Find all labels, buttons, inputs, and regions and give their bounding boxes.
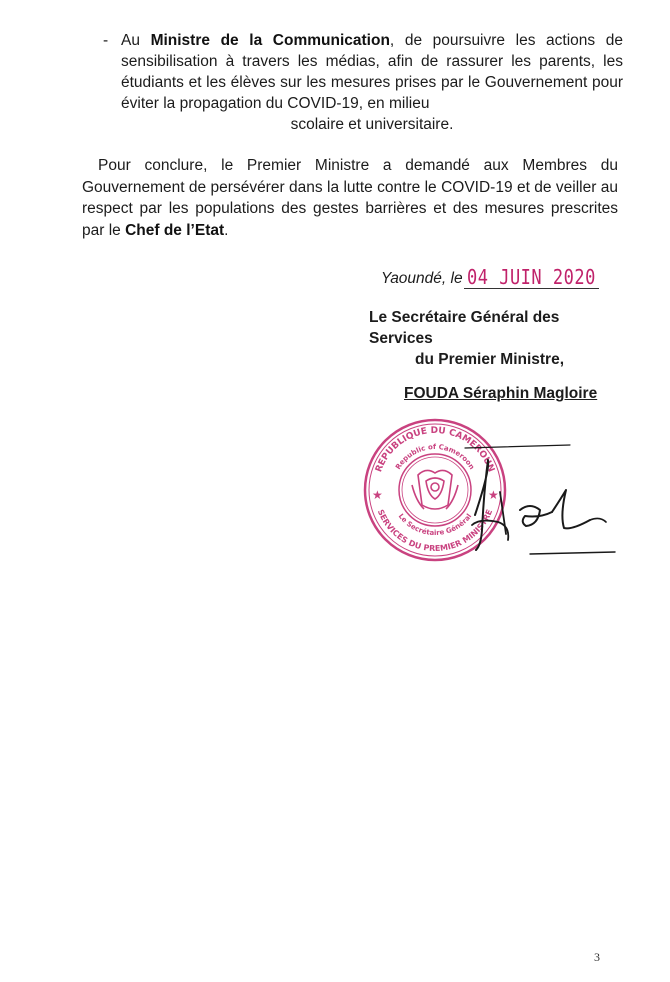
conclusion-end: . [224, 221, 229, 239]
stamp-inner-bottom-text: Le Secrétaire Général [396, 512, 474, 538]
page-number: 3 [594, 950, 600, 964]
svg-text:★: ★ [372, 488, 383, 502]
conclusion-bold: Chef de l’Etat [125, 221, 225, 239]
signer-title [365, 307, 625, 370]
bullet-text-pre: Au [121, 32, 151, 49]
svg-text:★: ★ [488, 488, 499, 502]
date-line [381, 266, 621, 292]
stamp-outer-bottom-text: SERVICES DU PREMIER MINISTRE [375, 508, 495, 554]
signer-title-line2: du Premier Ministre, [415, 351, 565, 368]
signer-title-line1: Le Secrétaire Général des Services [369, 309, 560, 347]
conclusion-paragraph [82, 155, 618, 241]
handwritten-signature [380, 430, 630, 570]
stamp-inner-top-text: Republic of Cameroon [394, 442, 476, 472]
date-label: Yaoundé, le [381, 270, 463, 287]
signer-name: FOUDA Séraphin Magloire [404, 385, 598, 402]
bullet-text-post: , de poursuivre les actions de sensibilisation à travers les médias, afin de rassurer les parents, les étudiants et les élèves sur les mesures prises par le Gouvernement pour éviter la propagation du COVID-19, en milieu [121, 32, 623, 112]
bullet-text-bold: Ministre de la Communication [150, 32, 390, 49]
date-stamp: 04 JUIN 2020 [467, 266, 596, 290]
stamp-outer-top-text: REPUBLIQUE DU CAMEROUN [374, 425, 496, 474]
bullet-dash: - [103, 32, 109, 49]
conclusion-text: Pour conclure, le Premier Ministre a demandé aux Membres du Gouvernement de persévérer dans la lutte contre le COVID-19 et de veiller au respect par les populations des gestes barrières et des mesures prescrites par le [82, 157, 618, 239]
bullet-item-communication [103, 30, 623, 135]
bullet-text-last-line: scolaire et universitaire. [290, 116, 454, 133]
bullet-text [121, 30, 623, 135]
